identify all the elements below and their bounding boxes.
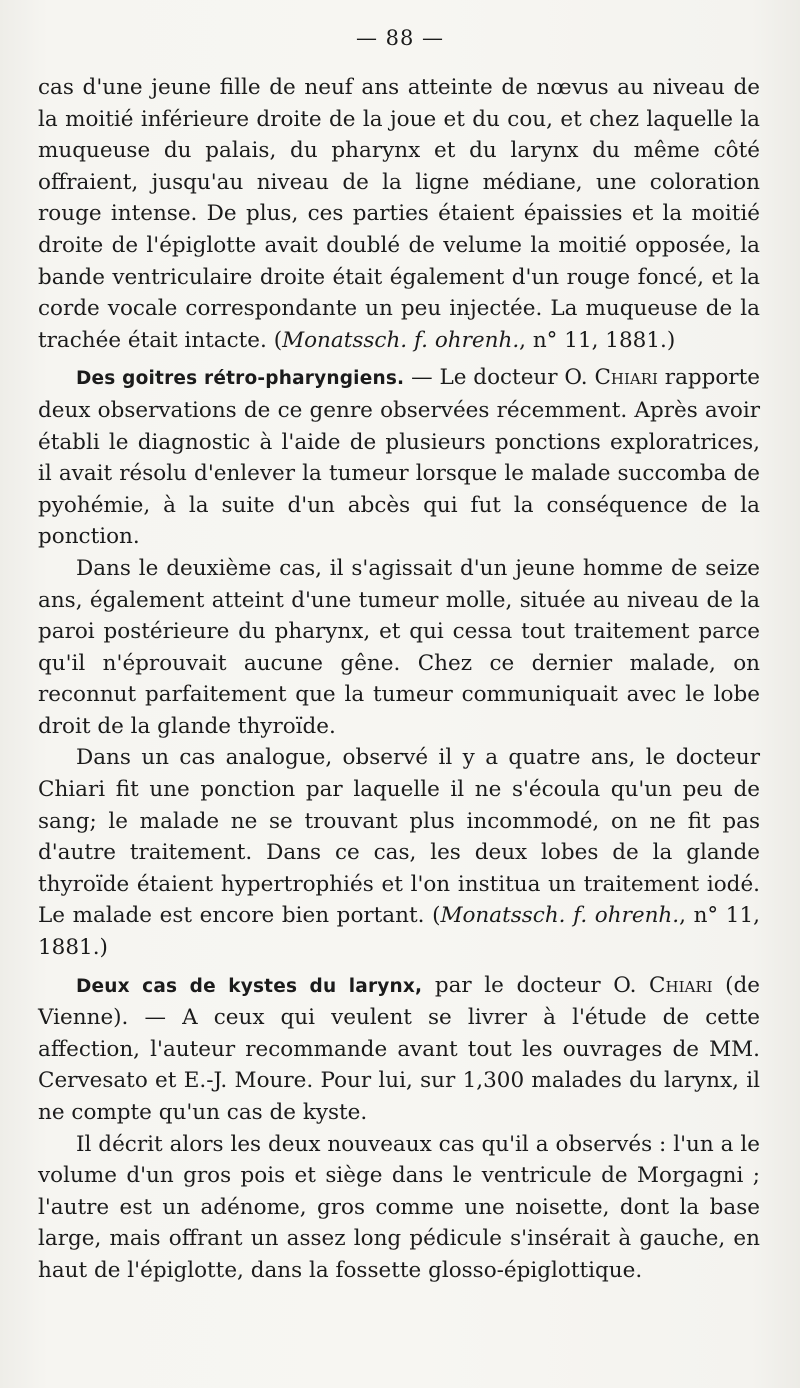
reference-number: , n° 11, 1881.) xyxy=(38,903,760,961)
paragraph-text: (de Vienne). — A ceux qui veulent se livrer à l'étude de cette affection, l'auteur recommande avant tout les ouvrages de MM. Cervesato et E.-J. Moure. Pour lui, sur 1,300 malades du larynx, il ne compte qu'un cas de kyste. xyxy=(38,972,760,1125)
paragraph-description xyxy=(38,1129,760,1287)
paragraph-text: par le docteur O. xyxy=(422,972,650,998)
paragraph-kystes xyxy=(38,970,760,1129)
journal-reference: Monatssch. f. ohrenh. xyxy=(282,327,520,353)
author-name: Chiari xyxy=(649,972,713,998)
author-name: Chiari xyxy=(594,365,658,391)
paragraph-text: cas d'une jeune fille de neuf ans atteinte de nœvus au niveau de la moitié inférieure droite de la joue et du cou, et chez laquelle la muqueuse du palais, du pharynx et du larynx du même côté offraient, jusqu'au niveau de la ligne médiane, une coloration rouge intense. De plus, ces parties étaient épaissies et la moitié droite de l'épiglotte avait doublé de velume la moitié opposée, la bande ventriculaire droite était également d'un rouge foncé, et la corde vocale correspondante un peu injectée. La muqueuse de la trachée était intacte. ( xyxy=(38,75,760,353)
reference-number: , n° 11, 1881.) xyxy=(519,327,676,353)
section-heading: Des goitres rétro-pharyngiens. xyxy=(76,368,405,390)
paragraph-second-case xyxy=(38,553,760,743)
section-heading: Deux cas de kystes du larynx, xyxy=(76,975,423,997)
paragraph-continuation xyxy=(38,72,760,356)
paragraph-text: Il décrit alors les deux nouveaux cas qu'il a observés : l'un a le volume d'un gros pois et siège dans le ventricule de Morgagni ; l'autre est un adénome, gros comme une noisette, dont la base large, mais offrant un assez long pédicule s'insérait à gauche, en haut de l'épiglotte, dans la fossette glosso-épiglottique. xyxy=(38,1131,760,1283)
paragraph-analogous-case xyxy=(38,742,760,963)
paragraph-goitres xyxy=(38,362,760,553)
page-number: — 88 — xyxy=(355,26,445,50)
paragraph-text: — Le docteur O. xyxy=(404,365,595,391)
paragraph-text: Dans un cas analogue, observé il y a quatre ans, le docteur Chiari fit une ponction par laquelle il ne s'écoula qu'un peu de sang; le malade ne se trouvant plus incommodé, on ne fit pas d'autre traitement. Dans ce cas, les deux lobes de la glande thyroïde étaient hypertrophiés et l'on institua un traitement iodé. Le malade est encore bien portant. ( xyxy=(38,745,760,929)
article-body xyxy=(38,72,760,1287)
paragraph-text: Dans le deuxième cas, il s'agissait d'un jeune homme de seize ans, également atteint d'une tumeur molle, située au niveau de la paroi postérieure du pharynx, et qui cessa tout traitement parce qu'il n'éprouvait aucune gêne. Chez ce dernier malade, on reconnut parfaitement que la tumeur communiquait avec le lobe droit de la glande thyroïde. xyxy=(38,555,760,739)
paragraph-text: rapporte deux observations de ce genre observées récemment. Après avoir établi le diagnostic à l'aide de plusieurs ponctions exploratrices, il avait résolu d'enlever la tumeur lorsque le malade succomba de pyohémie, à la suite d'un abcès qui fut la conséquence de la ponction. xyxy=(38,365,761,550)
journal-reference: Monatssch. f. ohrenh. xyxy=(440,903,680,929)
